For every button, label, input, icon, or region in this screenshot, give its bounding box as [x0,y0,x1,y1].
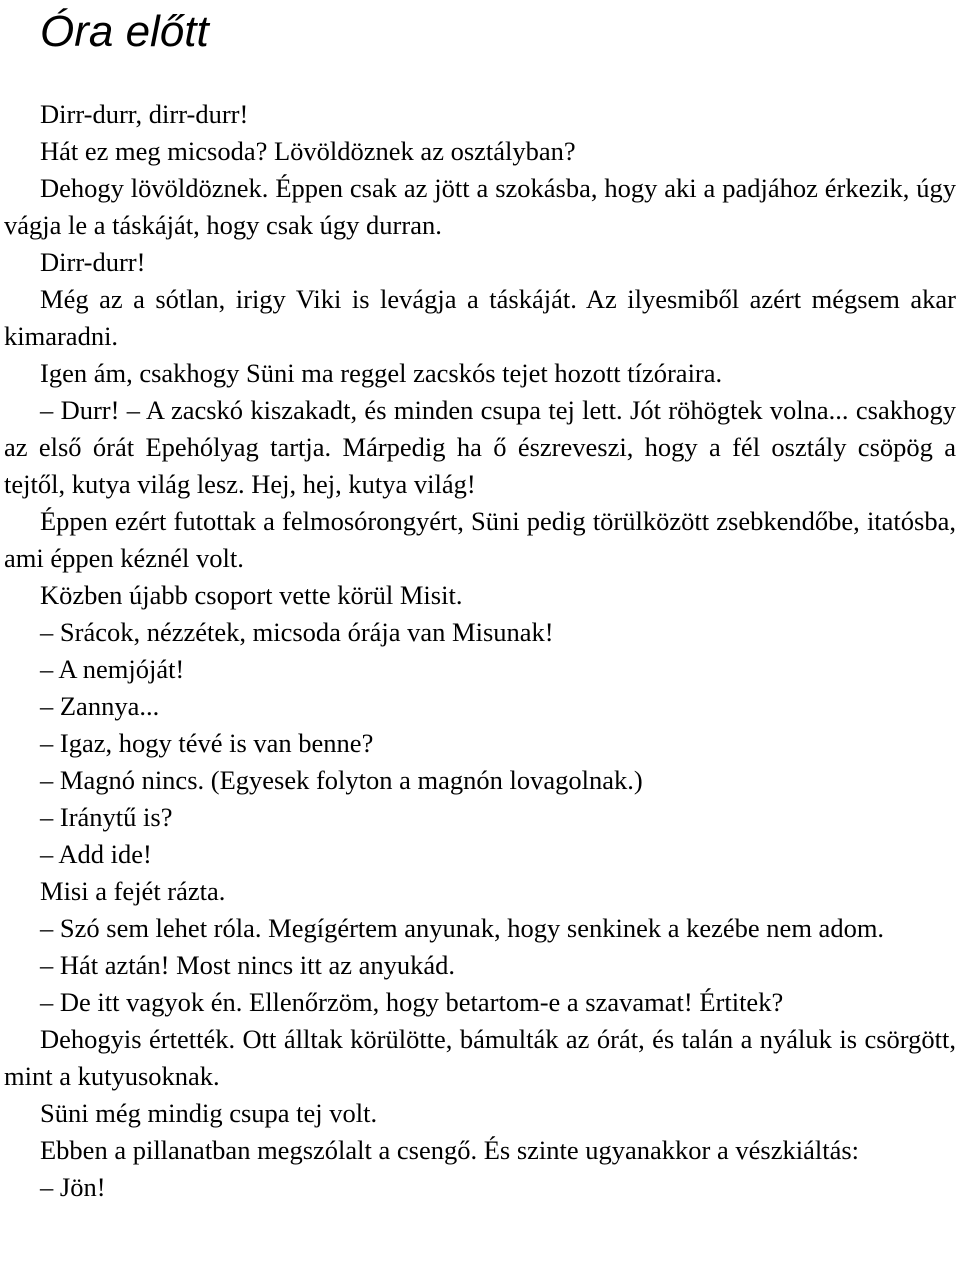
dialogue-line: – Iránytű is? [40,802,173,832]
paragraph: Még az a sótlan, irigy Viki is levágja a táskáját. Az ilyesmiből azért mégsem akar kimaradni. [4,284,956,351]
paragraph: Dehogyis értették. Ott álltak körülötte, bámulták az órát, és talán a nyáluk is csörgött, mint a kutyusoknak. [4,1024,956,1091]
document-title: Óra előtt [40,7,209,56]
dialogue-line: – A nemjóját! [40,654,185,684]
dialogue-line: – Hát aztán! Most nincs itt az anyukád. [40,950,456,980]
dialogue-line: – Jön! [40,1172,106,1202]
dialogue-line: – Srácok, nézzétek, micsoda órája van Misunak! [40,617,554,647]
paragraph: Süni még mindig csupa tej volt. [40,1098,378,1128]
dialogue-line: – Add ide! [40,839,152,869]
dialogue-line: – Magnó nincs. (Egyesek folyton a magnón lovagolnak.) [40,765,643,795]
paragraph: Dirr-durr, dirr-durr! [40,99,249,129]
dialogue-line: – Igaz, hogy tévé is van benne? [40,728,374,758]
paragraph: Misi a fejét rázta. [40,876,226,906]
paragraph: Igen ám, csakhogy Süni ma reggel zacskós tejet hozott tízóraira. [40,358,723,388]
dialogue-line: – Zannya... [40,691,160,721]
paragraph: – Durr! – A zacskó kiszakadt, és minden csupa tej lett. Jót röhögtek volna... csakhogy az első órát Epehólyag tartja. Márpedig ha ő észreveszi, hogy a fél osztály csöpög a tejtől, kutya világ lesz. Hej, hej, kutya világ! [4,395,956,499]
paragraph: Hát ez meg micsoda? Lövöldöznek az osztályban? [40,136,576,166]
story-body [4,96,956,1206]
paragraph: Éppen ezért futottak a felmosórongyért, Süni pedig törülközött zsebkendőbe, itatósba, ami éppen kéznél volt. [4,506,956,573]
paragraph: Dehogy lövöldöznek. Éppen csak az jött a szokásba, hogy aki a padjához érkezik, úgy vágja le a táskáját, hogy csak úgy durran. [4,173,956,240]
paragraph: Dirr-durr! [40,247,146,277]
dialogue-line: – De itt vagyok én. Ellenőrzöm, hogy betartom-e a szavamat! Értitek? [40,987,784,1017]
dialogue-line: – Szó sem lehet róla. Megígértem anyunak, hogy senkinek a kezébe nem adom. [40,913,885,943]
paragraph: Ebben a pillanatban megszólalt a csengő. És szinte ugyanakkor a vészkiáltás: [40,1135,860,1165]
paragraph: Közben újabb csoport vette körül Misit. [40,580,463,610]
